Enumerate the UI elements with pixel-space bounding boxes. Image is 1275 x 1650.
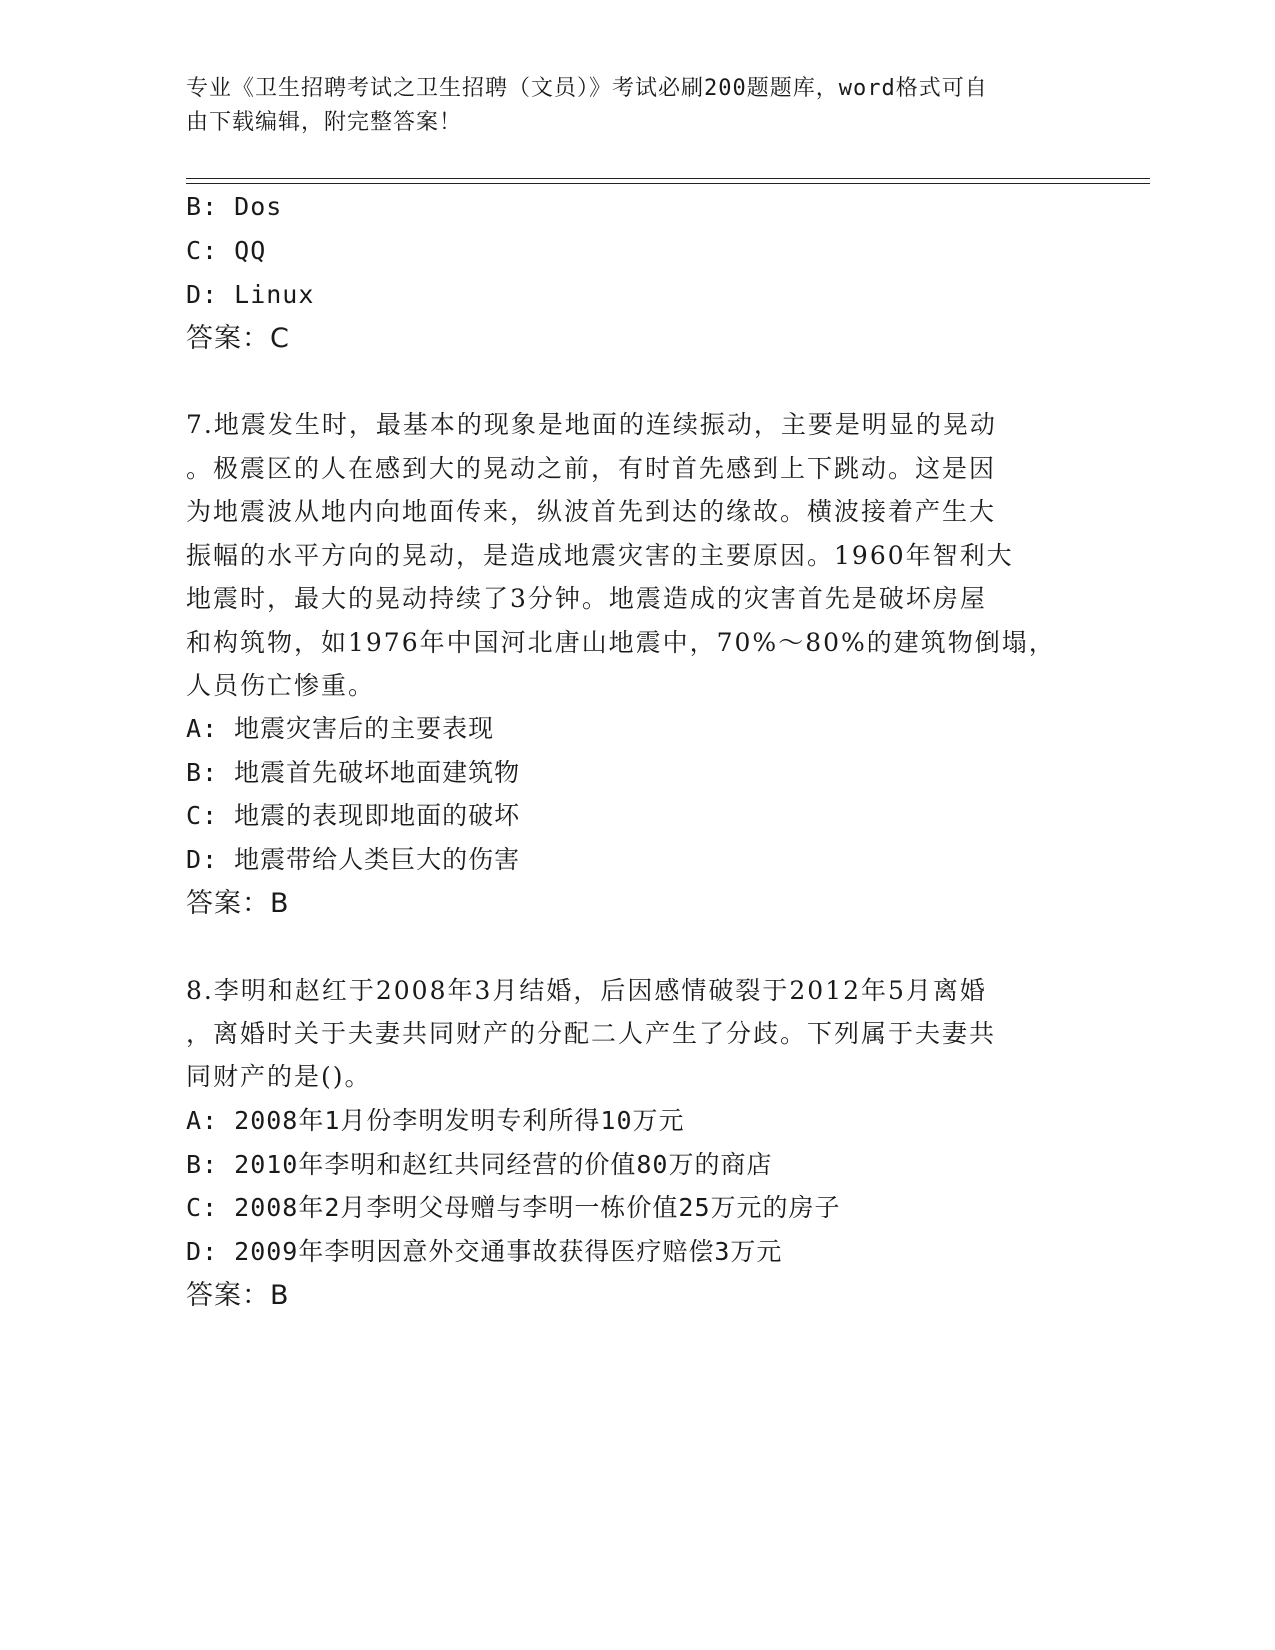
q6-answer: 答案：C	[186, 323, 290, 354]
q7-stem-line: 7.地震发生时，最基本的现象是地面的连续振动，主要是明显的晃动	[186, 410, 997, 439]
q7-option-b: B: 地震首先破坏地面建筑物	[186, 758, 521, 787]
q7-option-d: D: 地震带给人类巨大的伤害	[186, 845, 521, 874]
q6-option-d: D: Linux	[186, 280, 315, 309]
q7-stem-line: 为地震波从地内向地面传来，纵波首先到达的缘故。横波接着产生大	[186, 497, 997, 526]
q8-option-c: C: 2008年2月李明父母赠与李明一栋价值25万元的房子	[186, 1193, 841, 1222]
q7-stem-line: 地震时，最大的晃动持续了3分钟。地震造成的灾害首先是破坏房屋	[186, 584, 987, 613]
header-rule-bottom	[186, 183, 1150, 184]
header-rule-top	[186, 178, 1150, 179]
document-header	[186, 72, 1066, 140]
q7-option-a: A: 地震灾害后的主要表现	[186, 714, 495, 743]
q7-option-c: C: 地震的表现即地面的破坏	[186, 801, 521, 830]
q8-stem-line: 同财产的是()。	[186, 1062, 372, 1091]
q7-stem-line: 人员伤亡惨重。	[186, 671, 376, 700]
header-line-2: 由下载编辑，附完整答案！	[186, 110, 463, 135]
q7-stem-line: 。极震区的人在感到大的晃动之前，有时首先感到上下跳动。这是因	[186, 454, 997, 483]
q8-option-d: D: 2009年李明因意外交通事故获得医疗赔偿3万元	[186, 1237, 783, 1266]
q8-option-b: B: 2010年李明和赵红共同经营的价值80万的商店	[186, 1150, 773, 1179]
header-line-1: 专业《卫生招聘考试之卫生招聘（文员）》考试必刷200题题库，word格式可自	[186, 76, 988, 101]
q7-stem-line: 振幅的水平方向的晃动，是造成地震灾害的主要原因。1960年智利大	[186, 541, 1014, 570]
q6-option-c: C: QQ	[186, 236, 267, 265]
q6-option-b: B: Dos	[186, 192, 283, 221]
q8-answer: 答案：B	[186, 1280, 290, 1311]
q7-answer: 答案：B	[186, 888, 290, 919]
q7-stem-line: 和构筑物，如1976年中国河北唐山地震中，70%～80%的建筑物倒塌，	[186, 628, 1056, 657]
q8-stem-line: 8.李明和赵红于2008年3月结婚，后因感情破裂于2012年5月离婚	[186, 976, 987, 1005]
q8-stem-line: ，离婚时关于夫妻共同财产的分配二人产生了分歧。下列属于夫妻共	[186, 1019, 997, 1048]
q8-option-a: A: 2008年1月份李明发明专利所得10万元	[186, 1106, 685, 1135]
